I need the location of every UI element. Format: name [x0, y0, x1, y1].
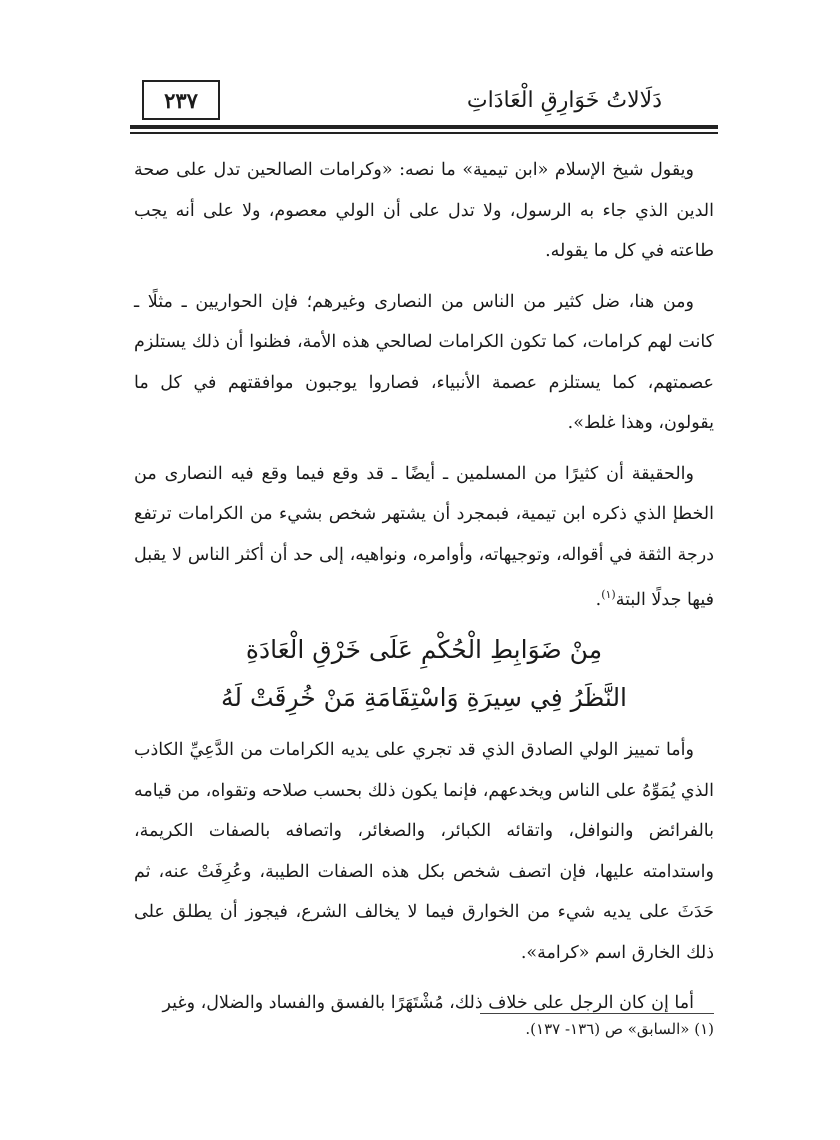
- section-heading-line-2: النَّظَرُ فِي سِيرَةِ وَاسْتِقَامَةِ مَنْ خُرِقَتْ لَهُ: [220, 683, 628, 713]
- paragraph-2: ومن هنا، ضل كثير من الناس من النصارى وغيرهم؛ فإن الحواريين ـ مثلًا ـ كانت لهم كرامات، كما تكون الكرامات لصالحي هذه الأمة، فظنوا أن ذلك يستلزم عصمتهم، كما يستلزم عصمة الأنبياء، فصاروا يوجبون موافقتهم في كل ما يقولون، وهذا غلط».: [134, 291, 714, 433]
- running-title: دَلَالاتُ خَوَارِقِ الْعَادَاتِ: [466, 88, 662, 113]
- paragraph-4: وأما تمييز الولي الصادق الذي قد تجري على يديه الكرامات من الدَّعِيِّ الكاذب الذي يُمَوِّهُ على الناس ويخدعهم، فإنما يكون ذلك بحسب صلاحه وتقواه، من قيامه بالفرائض والنوافل، واتقائه الكبائر، والصغائر، واتصافه بالصفات الكريمة، واستدامته عليها، فإن اتصف شخص بكل هذه الصفات الطيبة، وعُرِفَتْ عنه، ثم حَدَثَ على يديه شيء من الخوارق فيما لا يخالف الشرع، فيجوز أن يطلق على ذلك الخارق اسم «كرامة».: [134, 740, 714, 963]
- paragraph-1: ويقول شيخ الإسلام «ابن تيمية» ما نصه: «وكرامات الصالحين تدل على صحة الدين الذي جاء به الرسول، ولا تدل على أن الولي معصوم، ولا على أنه يجب طاعته في كل ما يقوله.: [134, 160, 714, 261]
- paragraph-3: [134, 454, 714, 621]
- paragraph-3-text: والحقيقة أن كثيرًا من المسلمين ـ أيضًا ـ قد وقع فيما وقع فيه النصارى من الخطإ الذي ذكره ابن تيمية، فبمجرد أن يشتهر شخص بشيء من الكرامات ترتفع درجة الثقة في أقواله، وتوجيهاته، وأوامره، ونواهيه، إلى حد أن أكثر الناس لا يقبل فيها جدلًا البتة: [134, 463, 714, 610]
- section-heading-line-1: مِنْ ضَوَابِطِ الْحُكْمِ عَلَى خَرْقِ الْعَادَةِ: [245, 635, 603, 665]
- paragraph-5: أما إن كان الرجل على خلاف ذلك، مُشْتَهَرًا بالفسق والفساد والضلال، وغير: [162, 993, 694, 1014]
- paragraph-3-end: .: [595, 589, 602, 610]
- body-text: [134, 150, 714, 1034]
- header-rule-thick: [130, 125, 718, 129]
- page-number: ٢٣٧: [142, 80, 220, 120]
- footnote-marker: (١): [601, 588, 616, 601]
- header-rule-thin: [130, 132, 718, 134]
- footnote: (١) «السابق» ص (١٣٦- ١٣٧).: [525, 1020, 714, 1038]
- footnote-rule: [480, 1013, 714, 1014]
